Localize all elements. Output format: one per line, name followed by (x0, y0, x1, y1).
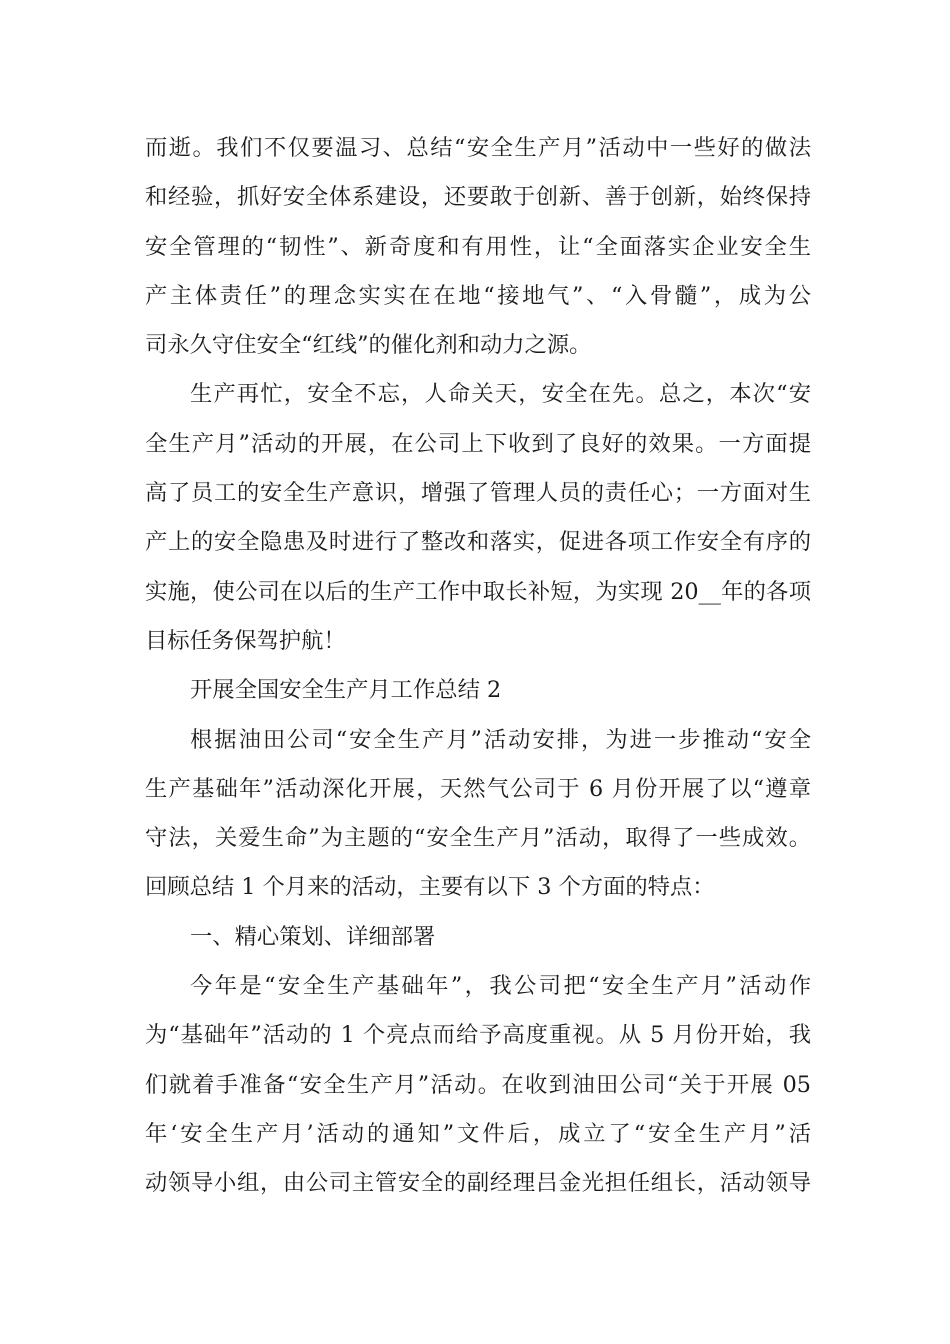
text-line: 生产基础年”活动深化开展，天然气公司于 6 月份开展了以“遵章 (145, 775, 811, 802)
text-line: 安全管理的“韧性”、新奇度和有用性，让“全面落实企业安全生 (145, 233, 811, 260)
text-line: 产主体责任”的理念实实在在地“接地气”、“入骨髓”，成为公 (145, 282, 811, 309)
text-line: 全生产月”活动的开展，在公司上下收到了良好的效果。一方面提 (145, 430, 811, 457)
text-line: 产上的安全隐患及时进行了整改和落实，促进各项工作安全有序的 (145, 529, 811, 556)
paragraph-1 (145, 124, 811, 370)
text-line: 和经验，抓好安全体系建设，还要敢于创新、善于创新，始终保持 (145, 184, 811, 211)
text-line: 回顾总结 1 个月来的活动，主要有以下 3 个方面的特点： (145, 874, 715, 901)
paragraph-2 (145, 370, 811, 666)
text-line: 根据油田公司“安全生产月”活动安排，为进一步推动“安全 (190, 726, 811, 753)
text-line: 年‘安全生产月’活动的通知”文件后，成立了“安全生产月”活 (145, 1120, 811, 1147)
text-line: 开展全国安全生产月工作总结 2 (190, 677, 502, 704)
text-line: 们就着手准备“安全生产月”活动。在收到油田公司“关于开展 05 (145, 1071, 811, 1098)
text-line: 目标任务保驾护航！ (145, 627, 346, 654)
section-heading-2 (145, 666, 811, 715)
text-line: 为“基础年”活动的 1 个亮点而给予高度重视。从 5 月份开始，我 (145, 1022, 811, 1049)
text-line: 司永久守住安全“红线”的催化剂和动力之源。 (145, 332, 592, 359)
text-line: 高了员工的安全生产意识，增强了管理人员的责任心；一方面对生 (145, 480, 811, 507)
text-line: 生产再忙，安全不忘，人命关天，安全在先。总之，本次“安 (190, 381, 811, 408)
subheading-1 (145, 913, 811, 962)
text-line: 而逝。我们不仅要温习、总结“安全生产月”活动中一些好的做法 (145, 135, 811, 161)
paragraph-4 (145, 716, 811, 913)
text-line: 一、精心策划、详细部署 (190, 923, 436, 950)
text-line: 今年是“安全生产基础年”，我公司把“安全生产月”活动作 (190, 973, 811, 1000)
paragraph-6 (145, 962, 811, 1208)
text-line: 动领导小组，由公司主管安全的副经理吕金光担任组长，活动领导 (145, 1170, 811, 1197)
text-line: 守法，关爱生命”为主题的“安全生产月”活动，取得了一些成效。 (145, 825, 811, 852)
document-body (145, 124, 811, 1209)
text-line: 实施，使公司在以后的生产工作中取长补短，为实现 20__年的各项 (145, 578, 811, 605)
